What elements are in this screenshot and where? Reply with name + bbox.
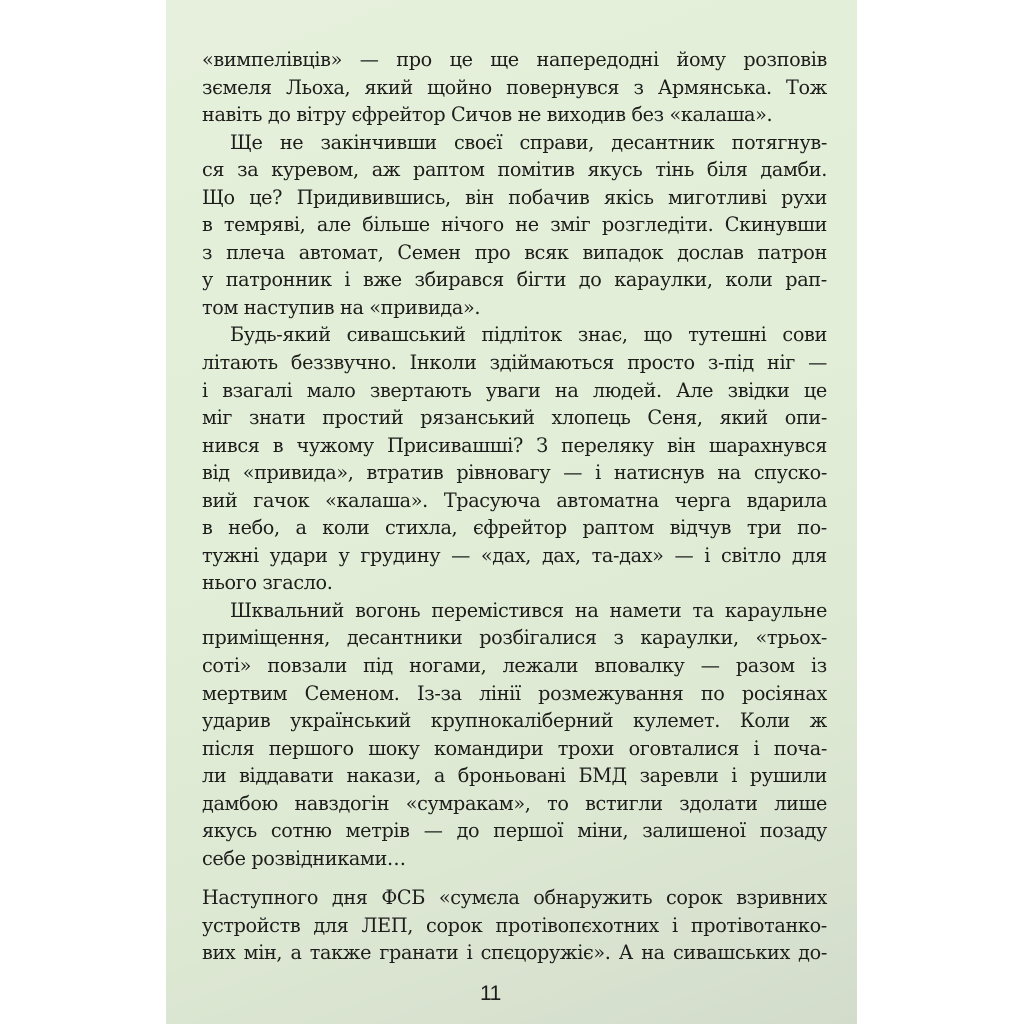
- word: розгледіти.: [601, 213, 714, 237]
- word: «вимпелівців»: [202, 48, 342, 71]
- word: тутешні: [688, 323, 767, 347]
- word: не: [515, 213, 539, 237]
- word: рухи: [781, 185, 827, 209]
- word: десантник: [611, 130, 715, 154]
- word: —: [451, 543, 470, 567]
- text-line: [202, 912, 827, 940]
- word: тужні: [202, 543, 259, 567]
- word: беззвучно.: [290, 351, 397, 375]
- word: на: [574, 598, 599, 622]
- word: людей.: [592, 378, 662, 402]
- word: ж: [809, 709, 827, 733]
- word: грудину: [360, 543, 441, 567]
- word: навіть: [202, 103, 263, 127]
- word: здолати: [679, 791, 758, 815]
- word: разом: [735, 654, 795, 678]
- word: устройств: [202, 913, 301, 937]
- word: протівопєхотних: [495, 913, 659, 937]
- word: без: [631, 103, 664, 127]
- word: натиснув: [613, 461, 705, 485]
- text-line: [202, 939, 827, 967]
- word: вогонь: [355, 598, 421, 622]
- word: для: [313, 913, 349, 937]
- word: це: [803, 378, 827, 402]
- word: Сичов: [451, 103, 512, 127]
- word: потягнув-: [731, 130, 827, 154]
- word: в: [272, 433, 284, 457]
- word: «дах,: [480, 543, 532, 567]
- word: плеча: [226, 240, 285, 264]
- word: Але: [676, 378, 714, 402]
- word: «сумєла: [438, 886, 520, 909]
- word: БМД: [578, 764, 627, 788]
- word: на: [717, 461, 741, 485]
- word: —: [359, 48, 379, 71]
- text-line: [202, 377, 827, 405]
- word: —: [808, 351, 827, 375]
- word: віддавати: [239, 764, 334, 788]
- word: Інколи: [409, 351, 477, 375]
- word: командири: [434, 736, 544, 760]
- word: це?: [249, 185, 283, 209]
- word: шарахнувся: [708, 433, 827, 457]
- word: шоку: [368, 736, 420, 760]
- word: коли: [322, 516, 370, 540]
- word: встигли: [585, 791, 663, 815]
- word: до-: [798, 941, 827, 965]
- text-line: [202, 459, 827, 487]
- word: метрів: [345, 819, 410, 843]
- word: міни,: [577, 819, 629, 843]
- text-line: [202, 514, 827, 542]
- word: крупнокаліберний: [430, 709, 614, 733]
- word: повзали: [267, 654, 347, 678]
- text-line: [202, 184, 827, 212]
- word: зміг: [550, 213, 591, 237]
- word: три: [746, 516, 782, 540]
- word: автоматна: [556, 488, 659, 512]
- word: черга: [674, 488, 731, 512]
- word: зємеля: [202, 75, 272, 99]
- book-page: [166, 0, 857, 1024]
- word: ЛЕП,: [361, 913, 413, 937]
- word: лінії: [479, 681, 521, 705]
- word: першої: [493, 819, 564, 843]
- text-line: [202, 845, 827, 873]
- word: Що: [202, 185, 235, 209]
- word: помітив: [497, 158, 575, 182]
- word: сови: [782, 323, 827, 347]
- word: З: [536, 433, 548, 457]
- word: то: [547, 791, 569, 815]
- word: стихла,: [385, 516, 458, 540]
- word: сотню: [270, 819, 332, 843]
- word: а: [433, 764, 445, 788]
- word: перемістився: [431, 598, 564, 622]
- word: всяк: [524, 240, 569, 264]
- word: знати: [248, 406, 306, 430]
- word: Шквальний: [230, 598, 344, 622]
- word: поча-: [773, 736, 827, 760]
- text-line: [202, 569, 827, 597]
- word: гачок: [253, 488, 310, 512]
- word: темряві,: [223, 213, 306, 237]
- word: бігти: [516, 268, 567, 292]
- word: «сумракам»,: [405, 791, 531, 815]
- word: який: [719, 406, 768, 430]
- word: караулки,: [640, 626, 739, 650]
- word: розповів: [743, 48, 827, 71]
- word: вий: [202, 488, 238, 512]
- word: та: [692, 598, 714, 622]
- word: взривних: [736, 886, 827, 909]
- word: він: [666, 433, 696, 457]
- text-line: [202, 680, 827, 708]
- word: рівновагу: [456, 461, 551, 485]
- word: заревли: [639, 764, 719, 788]
- word: йому: [676, 48, 726, 71]
- word: український: [290, 709, 411, 733]
- word: підліток: [481, 323, 562, 347]
- word: з: [202, 240, 213, 264]
- word: сивашський: [346, 323, 466, 347]
- word: ли: [202, 764, 227, 788]
- word: це: [449, 48, 473, 71]
- word: до: [578, 268, 602, 292]
- word: вдарила: [746, 488, 827, 512]
- word: і: [731, 764, 738, 788]
- word: автомат,: [298, 240, 384, 264]
- text-line: [202, 790, 827, 818]
- word: у: [338, 543, 350, 567]
- text-line: [202, 652, 827, 680]
- word: том: [202, 295, 239, 319]
- word: караулки,: [614, 268, 713, 292]
- word: мало: [306, 378, 356, 402]
- word: простий: [322, 406, 404, 430]
- text-line: [202, 735, 827, 763]
- word: Ще: [230, 130, 263, 154]
- text-line: [202, 542, 827, 570]
- word: звертають: [369, 378, 472, 402]
- word: який: [364, 75, 413, 99]
- word: про: [474, 240, 511, 264]
- word: своєї: [454, 130, 503, 154]
- word: не: [279, 130, 304, 154]
- word: що: [643, 323, 673, 347]
- word: ся: [202, 158, 225, 182]
- word: десантники: [346, 626, 463, 650]
- word: з-під: [707, 351, 754, 375]
- word: оговталися: [628, 736, 739, 760]
- word: по-: [797, 516, 827, 540]
- word: в: [202, 213, 213, 237]
- word: єфрейтор: [351, 103, 446, 127]
- word: до: [267, 103, 291, 127]
- word: знає,: [577, 323, 628, 347]
- word: про: [396, 48, 432, 71]
- page-number: 11: [480, 982, 501, 1005]
- word: накази,: [346, 764, 422, 788]
- text-line: [202, 74, 827, 102]
- word: просто: [627, 351, 695, 375]
- word: коли: [725, 268, 773, 292]
- word: і: [704, 543, 711, 567]
- word: виходив: [546, 103, 626, 127]
- word: та-дах»: [591, 543, 664, 567]
- main-text-block: [202, 46, 827, 872]
- word: нився: [202, 433, 260, 457]
- text-line: [202, 817, 827, 845]
- word: нього: [202, 571, 257, 595]
- text-line: [202, 101, 827, 129]
- word: караульне: [724, 598, 827, 622]
- word: розмежування: [538, 681, 684, 705]
- word: «привида».: [369, 295, 481, 319]
- word: соті»: [202, 654, 252, 678]
- word: Трасуюча: [443, 488, 541, 512]
- word: аж: [371, 158, 401, 182]
- word: і: [344, 268, 351, 292]
- word: і: [595, 461, 601, 485]
- word: напередодні: [536, 48, 659, 71]
- word: кулемет.: [633, 709, 721, 733]
- word: якусь: [587, 158, 643, 182]
- word: патрон: [757, 240, 827, 264]
- word: міг: [202, 406, 233, 430]
- text-line: [202, 129, 827, 157]
- text-line: [202, 884, 827, 912]
- word: дамбою: [202, 791, 278, 815]
- word: Із-за: [416, 681, 462, 705]
- word: куревом,: [271, 158, 359, 182]
- word: спєцоружіє».: [480, 941, 611, 965]
- word: броньовані: [457, 764, 566, 788]
- word: після: [202, 736, 255, 760]
- word: якусь: [202, 819, 257, 843]
- text-line: [202, 487, 827, 515]
- word: лише: [774, 791, 827, 815]
- word: —: [423, 819, 443, 843]
- word: «трьох-: [755, 626, 827, 650]
- word: до: [456, 819, 480, 843]
- word: взагалі: [222, 378, 293, 402]
- word: гранати: [379, 941, 459, 965]
- word: вітру: [296, 103, 346, 127]
- word: а: [290, 941, 302, 965]
- word: він: [465, 185, 494, 209]
- word: Коли: [739, 709, 790, 733]
- word: рушили: [749, 764, 827, 788]
- word: розбігалися: [479, 626, 597, 650]
- word: на: [554, 378, 579, 402]
- word: якісь: [603, 185, 654, 209]
- word: закінчивши: [320, 130, 437, 154]
- word: «калаша».: [669, 103, 773, 127]
- word: вповалку: [594, 654, 685, 678]
- word: намети: [609, 598, 682, 622]
- word: переляку: [561, 433, 654, 457]
- word: патронник: [225, 268, 332, 292]
- text-line: [202, 156, 827, 184]
- word: збирався: [414, 268, 504, 292]
- word: вих: [202, 941, 236, 965]
- word: побачив: [508, 185, 590, 209]
- word: сивашських: [673, 941, 790, 965]
- word: уваги: [485, 378, 541, 402]
- word: навздогін: [294, 791, 390, 815]
- text-line: [202, 294, 827, 322]
- word: росіянах: [741, 681, 827, 705]
- section-text-block: [202, 884, 827, 967]
- word: «калаша».: [325, 488, 428, 512]
- word: дах,: [541, 543, 581, 567]
- word: спуско-: [753, 461, 827, 485]
- word: щойно: [427, 75, 492, 99]
- text-line: [202, 239, 827, 267]
- word: ФСБ: [381, 886, 426, 909]
- word: і: [671, 913, 678, 937]
- word: не: [517, 103, 542, 127]
- word: згасло.: [262, 571, 333, 595]
- word: миготливі: [668, 185, 767, 209]
- word: у: [202, 268, 213, 292]
- word: Скинувши: [724, 213, 827, 237]
- word: дня: [331, 886, 368, 909]
- word: а: [295, 516, 307, 540]
- word: сорок: [426, 913, 483, 937]
- word: дамби.: [760, 158, 827, 182]
- word: Тож: [786, 75, 827, 99]
- word: і: [202, 378, 208, 402]
- word: із: [811, 654, 827, 678]
- word: літають: [202, 351, 278, 375]
- word: протівотанко-: [690, 913, 827, 937]
- word: рап-: [785, 268, 827, 292]
- word: Семеном.: [304, 681, 400, 705]
- word: —: [563, 461, 583, 485]
- word: раптом: [582, 516, 655, 540]
- word: за: [237, 158, 259, 182]
- text-line: [202, 762, 827, 790]
- word: ніг: [767, 351, 795, 375]
- word: від: [202, 461, 230, 485]
- word: мертвим: [202, 681, 288, 705]
- word: также: [309, 941, 372, 965]
- word: —: [700, 654, 720, 678]
- word: більше: [362, 213, 430, 237]
- word: опи-: [784, 406, 827, 430]
- word: трохи: [557, 736, 615, 760]
- word: приміщення,: [202, 626, 331, 650]
- word: рязанський: [420, 406, 535, 430]
- word: Сеня,: [647, 406, 703, 430]
- word: Будь-який: [230, 323, 331, 347]
- word: справи,: [519, 130, 594, 154]
- word: на: [641, 941, 665, 965]
- word: єфрейтор: [472, 516, 567, 540]
- text-line: [202, 624, 827, 652]
- word: по: [700, 681, 725, 705]
- word: з: [613, 626, 624, 650]
- text-line: [202, 211, 827, 239]
- word: звідки: [727, 378, 790, 402]
- word: Придивившись,: [296, 185, 451, 209]
- word: Наступного: [202, 886, 319, 909]
- text-line: [202, 707, 827, 735]
- word: в: [202, 516, 213, 540]
- word: ногами,: [409, 654, 487, 678]
- word: А: [618, 941, 633, 965]
- word: мін,: [243, 941, 283, 965]
- word: і: [466, 941, 473, 965]
- word: раптом: [413, 158, 485, 182]
- word: себе: [202, 846, 246, 870]
- word: чужому: [296, 433, 374, 457]
- text-line: [202, 597, 827, 625]
- word: світло: [720, 543, 781, 567]
- text-line: [202, 349, 827, 377]
- word: обнаружить: [533, 886, 653, 909]
- text-line: [202, 432, 827, 460]
- word: під: [363, 654, 393, 678]
- word: і: [753, 736, 760, 760]
- word: але: [316, 213, 351, 237]
- word: небо,: [228, 516, 280, 540]
- text-line: [202, 321, 827, 349]
- word: біля: [706, 158, 748, 182]
- word: дослав: [677, 240, 744, 264]
- word: випадок: [582, 240, 664, 264]
- word: сорок: [666, 886, 723, 909]
- word: «привида»,: [242, 461, 354, 485]
- word: Льоха,: [285, 75, 351, 99]
- word: удари: [269, 543, 328, 567]
- word: Семен: [397, 240, 461, 264]
- word: Присивашші?: [387, 433, 523, 457]
- word: залишеної: [642, 819, 746, 843]
- word: для: [791, 543, 827, 567]
- word: Армянська.: [657, 75, 772, 99]
- word: втратив: [366, 461, 444, 485]
- word: нічого: [441, 213, 504, 237]
- text-line: [202, 404, 827, 432]
- word: першого: [268, 736, 354, 760]
- word: —: [674, 543, 694, 567]
- text-line: [202, 266, 827, 294]
- text-line: [202, 46, 827, 74]
- word: лежали: [502, 654, 579, 678]
- word: повернувся: [506, 75, 620, 99]
- word: ударив: [202, 709, 271, 733]
- word: з: [633, 75, 644, 99]
- word: ще: [490, 48, 519, 71]
- word: тінь: [655, 158, 694, 182]
- word: наступив: [243, 295, 335, 319]
- word: вже: [362, 268, 402, 292]
- word: хлопець: [551, 406, 631, 430]
- word: на: [340, 295, 364, 319]
- word: розвідниками…: [251, 846, 406, 870]
- word: позаду: [759, 819, 827, 843]
- word: відчув: [669, 516, 732, 540]
- word: здіймаються: [489, 351, 615, 375]
